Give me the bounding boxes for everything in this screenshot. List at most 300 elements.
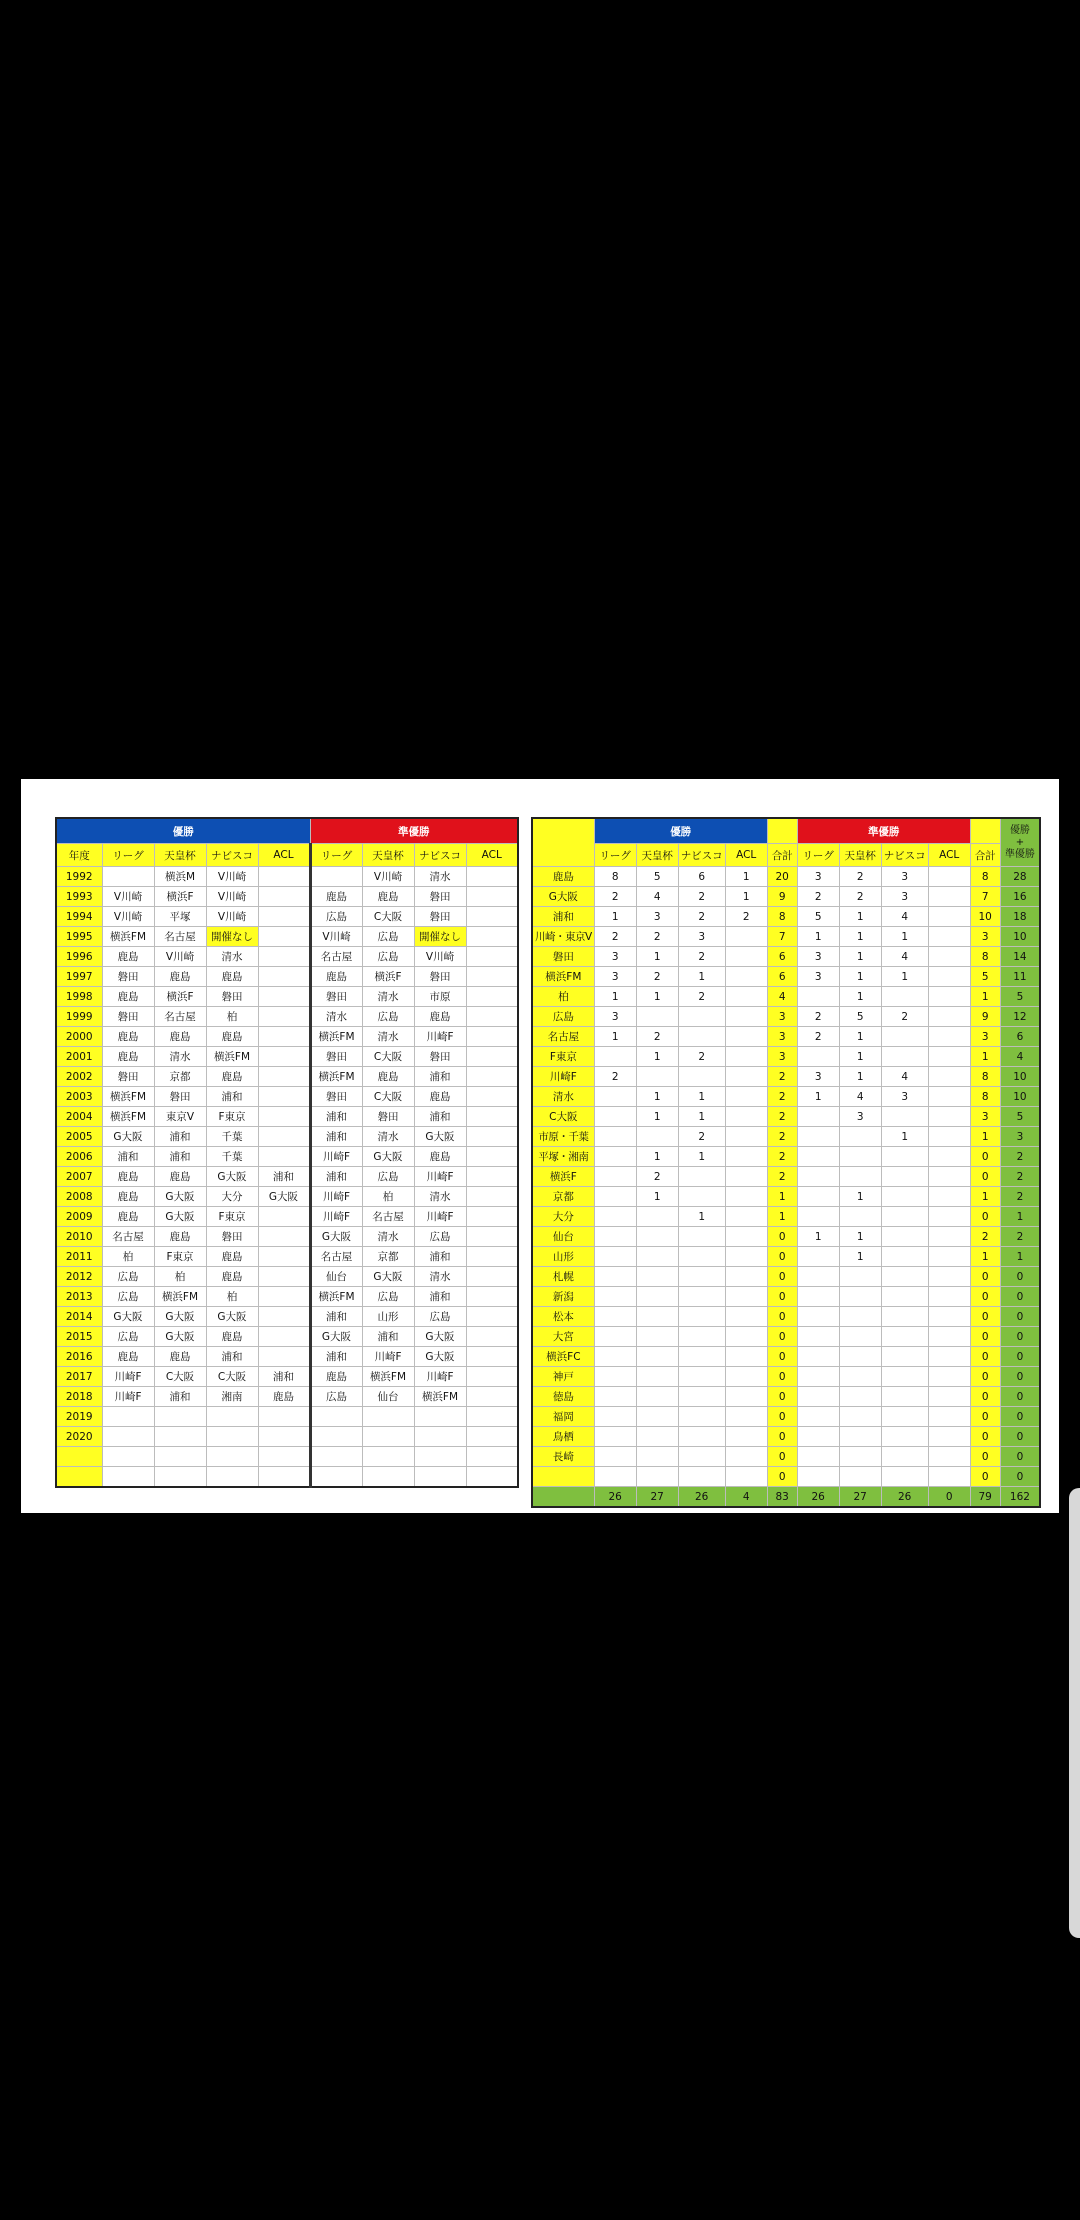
count-cell — [725, 1327, 767, 1347]
team-cell: 鹿島 — [206, 1267, 258, 1287]
column-header: 合計 — [970, 844, 1000, 867]
subtotal-cell: 0 — [970, 1427, 1000, 1447]
total-cell: 162 — [1000, 1487, 1040, 1508]
count-cell — [636, 1467, 678, 1487]
count-cell — [678, 1387, 725, 1407]
team-cell — [466, 1327, 518, 1347]
table-row — [56, 1107, 518, 1127]
subtotal-cell: 0 — [970, 1407, 1000, 1427]
team-cell: 磐田 — [414, 887, 466, 907]
count-cell — [928, 1387, 970, 1407]
combined-label: + — [1015, 836, 1025, 848]
subtotal-cell: 20 — [767, 867, 797, 887]
team-cell: 平塚 — [154, 907, 206, 927]
team-cell: 鹿島 — [206, 1027, 258, 1047]
column-header: 天皇杯 — [154, 844, 206, 867]
team-cell — [466, 1187, 518, 1207]
team-cell — [466, 1087, 518, 1107]
count-cell — [594, 1267, 636, 1287]
team-cell — [310, 1467, 362, 1488]
table-row — [532, 1087, 1040, 1107]
count-cell: 1 — [839, 1227, 881, 1247]
team-cell — [258, 1047, 310, 1067]
year-cell: 1994 — [56, 907, 102, 927]
grand-total-cell: 0 — [1000, 1307, 1040, 1327]
team-cell — [258, 1027, 310, 1047]
table-row — [56, 947, 518, 967]
table-row — [532, 987, 1040, 1007]
count-cell — [725, 1027, 767, 1047]
year-cell: 2013 — [56, 1287, 102, 1307]
team-cell: F東京 — [154, 1247, 206, 1267]
club-cell: 新潟 — [532, 1287, 594, 1307]
count-cell — [881, 1467, 928, 1487]
count-cell: 2 — [797, 887, 839, 907]
count-cell: 1 — [839, 1047, 881, 1067]
count-cell — [839, 1267, 881, 1287]
count-cell — [928, 1407, 970, 1427]
team-cell — [258, 1007, 310, 1027]
team-cell — [466, 1407, 518, 1427]
year-cell: 2009 — [56, 1207, 102, 1227]
total-cell: 27 — [636, 1487, 678, 1508]
count-cell — [797, 1347, 839, 1367]
count-cell — [797, 1267, 839, 1287]
team-cell — [466, 1207, 518, 1227]
table-row — [532, 967, 1040, 987]
count-cell — [928, 1467, 970, 1487]
team-cell: 横浜F — [154, 887, 206, 907]
team-cell — [310, 1447, 362, 1467]
grand-total-cell: 2 — [1000, 1227, 1040, 1247]
team-cell: 横浜FM — [310, 1067, 362, 1087]
count-cell: 1 — [725, 887, 767, 907]
count-cell: 3 — [881, 867, 928, 887]
year-cell: 1996 — [56, 947, 102, 967]
count-cell — [725, 1187, 767, 1207]
count-cell — [928, 1107, 970, 1127]
team-cell: 京都 — [154, 1067, 206, 1087]
team-cell — [258, 1227, 310, 1247]
count-cell — [839, 1387, 881, 1407]
table-row — [532, 1327, 1040, 1347]
table-row — [56, 1327, 518, 1347]
count-cell — [725, 927, 767, 947]
year-cell: 2012 — [56, 1267, 102, 1287]
team-cell: 清水 — [154, 1047, 206, 1067]
team-cell: C大阪 — [362, 907, 414, 927]
team-cell: 浦和 — [310, 1127, 362, 1147]
count-cell: 1 — [594, 907, 636, 927]
table-row — [532, 887, 1040, 907]
year-cell: 2006 — [56, 1147, 102, 1167]
team-cell: C大阪 — [206, 1367, 258, 1387]
count-cell — [594, 1127, 636, 1147]
count-cell — [928, 1287, 970, 1307]
count-cell — [881, 1447, 928, 1467]
grand-total-cell: 2 — [1000, 1147, 1040, 1167]
team-cell — [258, 1447, 310, 1467]
count-cell — [636, 1327, 678, 1347]
subtotal-cell: 2 — [767, 1147, 797, 1167]
count-cell — [678, 1027, 725, 1047]
count-cell: 1 — [797, 927, 839, 947]
team-cell — [466, 1227, 518, 1247]
team-cell: 鹿島 — [154, 1027, 206, 1047]
count-cell — [928, 1267, 970, 1287]
subtotal-cell: 3 — [767, 1027, 797, 1047]
team-cell — [466, 1427, 518, 1447]
count-cell — [725, 1247, 767, 1267]
team-cell — [414, 1447, 466, 1467]
count-cell — [881, 1107, 928, 1127]
total-cell — [532, 1487, 594, 1508]
team-cell: G大阪 — [154, 1187, 206, 1207]
team-cell: 名古屋 — [362, 1207, 414, 1227]
subtotal-cell: 3 — [970, 927, 1000, 947]
count-cell — [725, 1047, 767, 1067]
scrollbar[interactable] — [1069, 1488, 1080, 1938]
team-cell — [362, 1427, 414, 1447]
count-cell — [881, 1307, 928, 1327]
count-cell — [881, 1227, 928, 1247]
subtotal-cell: 8 — [767, 907, 797, 927]
count-cell — [594, 1167, 636, 1187]
count-cell — [797, 1427, 839, 1447]
column-header: リーグ — [310, 844, 362, 867]
team-cell: 横浜FM — [102, 1087, 154, 1107]
count-cell — [839, 1407, 881, 1427]
subtotal-cell: 9 — [767, 887, 797, 907]
team-cell: 名古屋 — [154, 927, 206, 947]
count-cell: 5 — [797, 907, 839, 927]
team-cell: 浦和 — [310, 1167, 362, 1187]
count-cell — [594, 1467, 636, 1487]
year-cell: 1995 — [56, 927, 102, 947]
team-cell: 清水 — [362, 1127, 414, 1147]
count-cell — [594, 1367, 636, 1387]
team-cell: 浦和 — [206, 1347, 258, 1367]
grand-total-cell: 1 — [1000, 1247, 1040, 1267]
table-row — [532, 1287, 1040, 1307]
count-cell — [636, 1127, 678, 1147]
team-cell: 横浜F — [154, 987, 206, 1007]
column-header: ACL — [725, 844, 767, 867]
count-cell: 2 — [636, 1027, 678, 1047]
table-row — [56, 907, 518, 927]
team-cell: G大阪 — [206, 1307, 258, 1327]
table-row — [56, 967, 518, 987]
club-cell: 平塚・湘南 — [532, 1147, 594, 1167]
table-row — [532, 1187, 1040, 1207]
count-cell — [678, 1067, 725, 1087]
team-cell — [466, 1367, 518, 1387]
team-cell — [466, 1247, 518, 1267]
team-cell — [466, 867, 518, 887]
team-cell: 鹿島 — [310, 967, 362, 987]
team-cell: 清水 — [362, 987, 414, 1007]
subtotal-cell: 7 — [970, 887, 1000, 907]
grand-total-cell: 0 — [1000, 1427, 1040, 1447]
team-cell: 東京V — [154, 1107, 206, 1127]
count-cell — [881, 1327, 928, 1347]
team-cell: 横浜FM — [310, 1027, 362, 1047]
team-cell — [466, 1127, 518, 1147]
table-row — [532, 1147, 1040, 1167]
club-cell: 川崎F — [532, 1067, 594, 1087]
count-cell: 1 — [839, 1027, 881, 1047]
team-cell — [362, 1467, 414, 1488]
count-cell — [636, 1307, 678, 1327]
table-row — [532, 1347, 1040, 1367]
count-cell — [636, 1407, 678, 1427]
count-cell — [725, 1367, 767, 1387]
team-cell: 横浜FM — [414, 1387, 466, 1407]
team-cell: 大分 — [206, 1187, 258, 1207]
team-cell: 浦和 — [154, 1127, 206, 1147]
team-cell — [258, 927, 310, 947]
team-cell: 仙台 — [362, 1387, 414, 1407]
year-cell: 1992 — [56, 867, 102, 887]
team-cell — [362, 1447, 414, 1467]
team-cell — [258, 907, 310, 927]
count-cell — [839, 1127, 881, 1147]
team-cell: 名古屋 — [310, 1247, 362, 1267]
team-cell: 鹿島 — [310, 1367, 362, 1387]
team-cell — [466, 1107, 518, 1127]
count-cell: 2 — [678, 1047, 725, 1067]
team-cell: 浦和 — [310, 1307, 362, 1327]
subtotal-cell: 7 — [767, 927, 797, 947]
team-cell: 浦和 — [310, 1107, 362, 1127]
subtotal-cell: 1 — [767, 1207, 797, 1227]
team-cell: G大阪 — [310, 1327, 362, 1347]
team-cell — [414, 1427, 466, 1447]
count-cell — [594, 1187, 636, 1207]
count-cell — [594, 1087, 636, 1107]
club-cell: 広島 — [532, 1007, 594, 1027]
count-cell — [881, 1167, 928, 1187]
team-cell — [466, 1347, 518, 1367]
team-cell: 清水 — [414, 867, 466, 887]
count-cell — [928, 1127, 970, 1147]
count-cell — [678, 1367, 725, 1387]
team-cell — [466, 1007, 518, 1027]
count-cell — [725, 1387, 767, 1407]
team-cell: 川崎F — [414, 1207, 466, 1227]
count-cell: 1 — [839, 1187, 881, 1207]
year-cell: 2014 — [56, 1307, 102, 1327]
team-cell: 柏 — [206, 1287, 258, 1307]
table-row — [532, 867, 1040, 887]
subtotal-cell: 0 — [767, 1347, 797, 1367]
team-cell — [154, 1407, 206, 1427]
count-cell — [594, 1207, 636, 1227]
subtotal-cell: 8 — [970, 1067, 1000, 1087]
team-cell: V川崎 — [206, 867, 258, 887]
team-cell: 浦和 — [414, 1247, 466, 1267]
count-cell — [725, 1107, 767, 1127]
count-cell: 1 — [839, 1247, 881, 1267]
table-row — [56, 987, 518, 1007]
table-row — [56, 1367, 518, 1387]
team-cell — [102, 1427, 154, 1447]
count-cell — [881, 1267, 928, 1287]
team-cell — [310, 867, 362, 887]
count-cell — [839, 1367, 881, 1387]
count-cell: 1 — [678, 1107, 725, 1127]
team-cell: G大阪 — [154, 1307, 206, 1327]
table-row — [532, 907, 1040, 927]
club-cell: 横浜F — [532, 1167, 594, 1187]
count-cell: 2 — [636, 1167, 678, 1187]
table-row — [56, 1267, 518, 1287]
count-cell — [839, 1467, 881, 1487]
table-row — [56, 1387, 518, 1407]
grand-total-cell: 5 — [1000, 1107, 1040, 1127]
total-cell: 27 — [839, 1487, 881, 1508]
team-cell: V川崎 — [206, 887, 258, 907]
table-row — [532, 1307, 1040, 1327]
team-cell: V川崎 — [414, 947, 466, 967]
table-row — [532, 1427, 1040, 1447]
team-cell: 清水 — [206, 947, 258, 967]
team-cell: 広島 — [102, 1287, 154, 1307]
team-cell: 磐田 — [206, 1227, 258, 1247]
count-cell: 4 — [839, 1087, 881, 1107]
team-cell — [258, 867, 310, 887]
table-row — [56, 1127, 518, 1147]
count-cell: 5 — [839, 1007, 881, 1027]
team-cell: 横浜M — [154, 867, 206, 887]
team-cell: 広島 — [362, 1167, 414, 1187]
count-cell: 1 — [594, 987, 636, 1007]
team-cell: 鹿島 — [362, 887, 414, 907]
year-cell: 2001 — [56, 1047, 102, 1067]
column-header: ナビスコ — [881, 844, 928, 867]
team-cell: 横浜FM — [154, 1287, 206, 1307]
count-cell — [678, 1227, 725, 1247]
team-cell — [102, 1407, 154, 1427]
team-cell: 磐田 — [414, 1047, 466, 1067]
grand-total-cell: 3 — [1000, 1127, 1040, 1147]
count-cell — [928, 1247, 970, 1267]
count-cell — [839, 1287, 881, 1307]
column-header: リーグ — [102, 844, 154, 867]
team-cell — [258, 947, 310, 967]
total-cell: 79 — [970, 1487, 1000, 1508]
count-cell — [881, 1367, 928, 1387]
table-row — [56, 927, 518, 947]
club-cell: 鹿島 — [532, 867, 594, 887]
team-cell — [258, 967, 310, 987]
team-cell: 鹿島 — [206, 967, 258, 987]
club-cell: 札幌 — [532, 1267, 594, 1287]
count-cell — [797, 1467, 839, 1487]
count-cell — [928, 907, 970, 927]
subtotal-cell: 0 — [767, 1267, 797, 1287]
team-cell — [206, 1427, 258, 1447]
table-row — [56, 1227, 518, 1247]
club-cell: 大宮 — [532, 1327, 594, 1347]
grand-total-cell: 2 — [1000, 1167, 1040, 1187]
count-cell: 3 — [594, 947, 636, 967]
count-cell — [725, 1347, 767, 1367]
team-cell: 横浜FM — [362, 1367, 414, 1387]
column-header: ACL — [928, 844, 970, 867]
team-cell: 川崎F — [102, 1387, 154, 1407]
year-cell: 2005 — [56, 1127, 102, 1147]
team-cell: 鹿島 — [102, 1047, 154, 1067]
team-cell: 鹿島 — [154, 1167, 206, 1187]
subtotal-cell: 0 — [767, 1247, 797, 1267]
total-cell: 26 — [594, 1487, 636, 1508]
table-row — [56, 1427, 518, 1447]
team-cell: 川崎F — [414, 1167, 466, 1187]
count-cell: 2 — [636, 967, 678, 987]
team-cell: 川崎F — [310, 1207, 362, 1227]
year-cell: 2011 — [56, 1247, 102, 1267]
team-cell: 浦和 — [154, 1387, 206, 1407]
count-cell — [797, 1147, 839, 1167]
team-cell: 湘南 — [206, 1387, 258, 1407]
count-cell — [881, 1387, 928, 1407]
count-cell — [678, 1447, 725, 1467]
count-cell: 3 — [839, 1107, 881, 1127]
count-cell — [636, 1007, 678, 1027]
table-row — [532, 1127, 1040, 1147]
team-cell: 鹿島 — [414, 1007, 466, 1027]
year-cell: 1999 — [56, 1007, 102, 1027]
table-row — [532, 1107, 1040, 1127]
team-cell — [258, 1467, 310, 1488]
count-cell — [636, 1207, 678, 1227]
team-cell: 広島 — [102, 1267, 154, 1287]
count-cell — [636, 1367, 678, 1387]
count-cell: 2 — [594, 1067, 636, 1087]
count-cell — [725, 1127, 767, 1147]
count-cell — [725, 1227, 767, 1247]
team-cell: 浦和 — [258, 1367, 310, 1387]
table-row — [532, 1407, 1040, 1427]
count-cell — [928, 967, 970, 987]
count-cell — [725, 987, 767, 1007]
team-cell — [466, 987, 518, 1007]
table-row — [56, 1467, 518, 1488]
team-cell: 広島 — [414, 1227, 466, 1247]
count-cell: 3 — [797, 947, 839, 967]
count-cell: 1 — [636, 1047, 678, 1067]
club-cell: 大分 — [532, 1207, 594, 1227]
count-cell — [928, 887, 970, 907]
count-cell: 5 — [636, 867, 678, 887]
table-row — [532, 1247, 1040, 1267]
count-cell — [797, 1047, 839, 1067]
team-cell: G大阪 — [414, 1127, 466, 1147]
total-cell: 83 — [767, 1487, 797, 1508]
count-cell — [928, 1147, 970, 1167]
subtotal-cell: 4 — [767, 987, 797, 1007]
table-row — [532, 947, 1040, 967]
team-cell: 川崎F — [310, 1187, 362, 1207]
team-cell — [154, 1427, 206, 1447]
team-cell — [258, 1247, 310, 1267]
team-cell: G大阪 — [102, 1307, 154, 1327]
subtotal-cell: 6 — [767, 967, 797, 987]
count-cell: 1 — [839, 1067, 881, 1087]
count-cell — [725, 1207, 767, 1227]
team-cell: G大阪 — [154, 1207, 206, 1227]
